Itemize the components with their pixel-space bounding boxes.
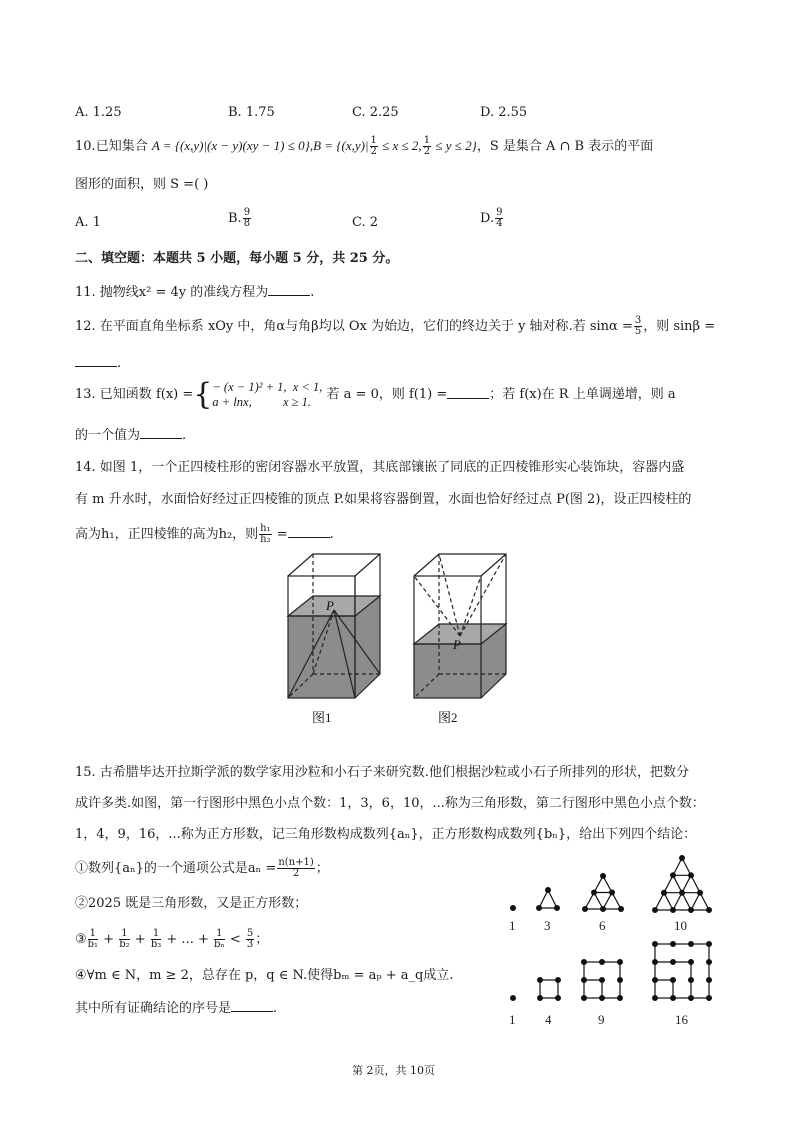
frac-num: 1 xyxy=(214,929,225,940)
q12-text: 12. 在平面直角坐标系 xOy 中，角α与角β均以 Ox 为始边，它们的终边关于 y 轴对称.若 sinα = xyxy=(75,319,633,334)
answer-blank xyxy=(140,426,182,439)
triangular-numbers xyxy=(511,856,712,913)
q15-line2: 成许多类.如图，第一行图形中黑色小点个数：1，3，6，10，...称为三角形数，第二行图形中黑色小点个数： xyxy=(75,796,705,811)
q15-figure xyxy=(500,852,730,1032)
c1-end: ； xyxy=(315,861,329,876)
c3-prefix: ③ xyxy=(75,932,87,947)
tri-label-10: 10 xyxy=(674,918,687,933)
q12-after: ，则 sinβ = xyxy=(643,319,716,334)
frac-num: 1 xyxy=(119,929,129,940)
fig1-label: 图1 xyxy=(312,710,332,725)
answer-blank xyxy=(268,283,310,296)
q10-number: 10. xyxy=(75,139,96,154)
answer-blank xyxy=(231,999,273,1012)
q10-frac-x xyxy=(370,136,378,157)
frac-den: b₁ xyxy=(87,939,99,950)
q10-prefix: 已知集合 xyxy=(95,139,148,154)
q13-line1 xyxy=(75,377,676,412)
fig2-label: 图2 xyxy=(438,710,458,725)
frac-den: h₂ xyxy=(260,534,271,545)
case1-expr: − (x − 1)² + 1, xyxy=(212,380,287,394)
sq-label-16: 16 xyxy=(675,1012,688,1027)
case2-cond: x ≥ 1. xyxy=(282,395,311,409)
q9-option-a: A. 1.25 xyxy=(75,105,122,120)
q10-setA: A = {(x,y)|(x − y)(xy − 1) ≤ 0} xyxy=(151,138,310,153)
dot xyxy=(511,996,516,1001)
frac-den: b₃ xyxy=(150,939,162,950)
frac-den: 3 xyxy=(246,939,254,950)
frac-den: 4 xyxy=(496,218,503,229)
option-frac xyxy=(243,208,251,229)
frac-num: 1 xyxy=(423,135,431,146)
q15-conclusion-1 xyxy=(75,858,329,879)
c3-term xyxy=(214,929,225,950)
q10-setB-prefix: ,B = {(x,y)| xyxy=(309,138,369,153)
frac-num: h₁ xyxy=(260,523,271,534)
tri-label-1: 1 xyxy=(509,918,516,933)
q15-conclusion-4: ④∀m ∈ N，m ≥ 2，总存在 p，q ∈ N.使得bₘ = aₚ + a_q成立. xyxy=(75,968,454,983)
dot xyxy=(511,906,516,911)
q13-line2 xyxy=(75,426,186,445)
sq-label-4: 4 xyxy=(545,1012,552,1027)
fig1-point-label: P xyxy=(326,598,334,613)
square-numbers xyxy=(511,942,712,1001)
q14-line1: 14. 如图 1，一个正四棱柱形的密闭容器水平放置，其底部镶嵌了同底的正四棱锥形实心装饰块，容器内盛 xyxy=(75,460,685,475)
q15-line1: 15. 古希腊毕达开拉斯学派的数学家用沙粒和小石子来研究数.他们根据沙粒或小石子所排列的形状，把数分 xyxy=(75,765,689,780)
q11-text: 11. 抛物线x² = 4y 的准线方程为 xyxy=(75,285,269,300)
q9-option-b: B. 1.75 xyxy=(228,105,275,120)
frac-den: 8 xyxy=(243,218,251,229)
q13-mid: 若 a = 0，则 f(1) = xyxy=(326,387,448,402)
option-label: B. xyxy=(228,211,242,226)
answer-blank xyxy=(447,386,489,399)
q15-conclusion-3: ③ $\frac{1}{\text{b₁}}$ + $\frac{1}{\text{b₂}}$ + $\frac{1}{\text{b₃}}$ + ... + $\frac{1}{\text{bₙ}}$ < $\frac{5}{3}$ ； xyxy=(75,928,269,950)
q14-line3-prefix: 高为h₁，正四棱锥的高为h₂，则 xyxy=(75,527,259,542)
q14-end: . xyxy=(329,527,334,542)
q12-frac xyxy=(634,316,642,337)
frac-den: 5 xyxy=(634,326,642,337)
answer-blank xyxy=(75,354,117,367)
frac-num: 9 xyxy=(496,207,503,218)
brace-icon: { xyxy=(193,377,213,412)
q10-line2: 图形的面积，则 S =( ) xyxy=(75,177,209,192)
q12-line2 xyxy=(75,354,121,373)
q14-eq: = xyxy=(272,527,288,542)
square-4 xyxy=(540,980,558,998)
q14-line2: 有 m 升水时，水面恰好经过正四棱锥的顶点 P.如果将容器倒置，水面也恰好经过点 P(图 2)，设正四棱柱的 xyxy=(75,492,692,507)
c3-term xyxy=(119,929,129,950)
frac-num: 1 xyxy=(88,929,98,940)
q10-option-a: A. 1 xyxy=(75,215,101,230)
q9-option-c: C. 2.25 xyxy=(352,105,399,120)
c1-frac xyxy=(277,858,314,879)
frac-num: 5 xyxy=(246,928,254,939)
q15-line3: 1，4，9，16，...称为正方形数，记三角形数构成数列{aₙ}，正方形数构成数列{bₙ}，给出下列四个结论： xyxy=(75,827,697,842)
c3-term xyxy=(88,929,98,950)
frac-den: 2 xyxy=(370,146,377,157)
q13-end: . xyxy=(182,428,187,443)
c3-lt: < xyxy=(229,932,241,947)
q13-cases xyxy=(212,380,322,410)
tri-label-6: 6 xyxy=(599,918,606,933)
q10-line1 xyxy=(75,136,653,157)
frac-den: bₙ xyxy=(214,939,225,950)
frac-num: n(n+1) xyxy=(278,857,314,868)
option-frac xyxy=(495,208,503,229)
q10-option-d xyxy=(480,208,504,229)
c3-term xyxy=(151,929,161,950)
frac-num: 3 xyxy=(634,315,642,326)
q10-after: ，S 是集合 A ∩ B 表示的平面 xyxy=(476,139,654,154)
q13-mid2: ；若 f(x)在 R 上单调递增，则 a xyxy=(489,387,676,402)
q15-last-text: 其中所有证确结论的序号是 xyxy=(75,1001,232,1016)
q10-setB-suffix: ≤ y ≤ 2} xyxy=(432,138,477,153)
q13-prefix: 13. 已知函数 f(x) = xyxy=(75,387,194,402)
q11-end: . xyxy=(310,285,315,300)
q15-conclusion-2: ②2025 既是三角形数，又是正方形数； xyxy=(75,896,308,911)
q14-figures xyxy=(280,546,520,726)
q14-line3 xyxy=(75,524,334,545)
figure-1 xyxy=(288,554,380,698)
c1-prefix: ①数列{aₙ}的一个通项公式是aₙ = xyxy=(75,861,277,876)
frac-num: 1 xyxy=(151,929,161,940)
frac-num: 9 xyxy=(243,207,251,218)
c3-end: ； xyxy=(255,932,269,947)
frac-num: 1 xyxy=(370,135,377,146)
sq-label-1: 1 xyxy=(509,1012,516,1027)
frac-den: 2 xyxy=(423,146,431,157)
square-16 xyxy=(655,944,709,998)
frac-den: b₂ xyxy=(119,939,130,950)
tri-label-3: 3 xyxy=(544,918,551,933)
figure-2 xyxy=(414,554,506,698)
q10-frac-y xyxy=(423,136,431,157)
q10-setB-mid: ≤ x ≤ 2, xyxy=(378,138,422,153)
case1-cond: x < 1, xyxy=(292,380,323,394)
q14-frac xyxy=(259,524,271,545)
page-footer: 第 2页，共 10页 xyxy=(352,1064,435,1077)
q15-last-line xyxy=(75,999,277,1018)
q9-option-d: D. 2.55 xyxy=(480,105,528,120)
c3-rhs xyxy=(246,929,254,950)
answer-blank xyxy=(288,525,330,538)
sq-label-9: 9 xyxy=(598,1012,605,1027)
fig2-point-label: P xyxy=(453,637,461,652)
q11-line xyxy=(75,283,314,302)
c3-dots: + ... + xyxy=(166,932,209,947)
section2-heading: 二、填空题：本题共 5 小题，每小题 5 分，共 25 分。 xyxy=(75,251,399,266)
q12-end: . xyxy=(117,356,122,371)
q10-option-c: C. 2 xyxy=(352,215,379,230)
q15-end: . xyxy=(273,1001,278,1016)
q13-line2-text: 的一个值为 xyxy=(75,428,141,443)
option-label: D. xyxy=(480,211,495,226)
frac-den: 2 xyxy=(292,868,300,879)
q12-line1 xyxy=(75,316,715,337)
case2-expr: a + lnx, xyxy=(212,395,252,409)
q10-option-b xyxy=(228,208,252,229)
triangle-10 xyxy=(655,858,709,910)
